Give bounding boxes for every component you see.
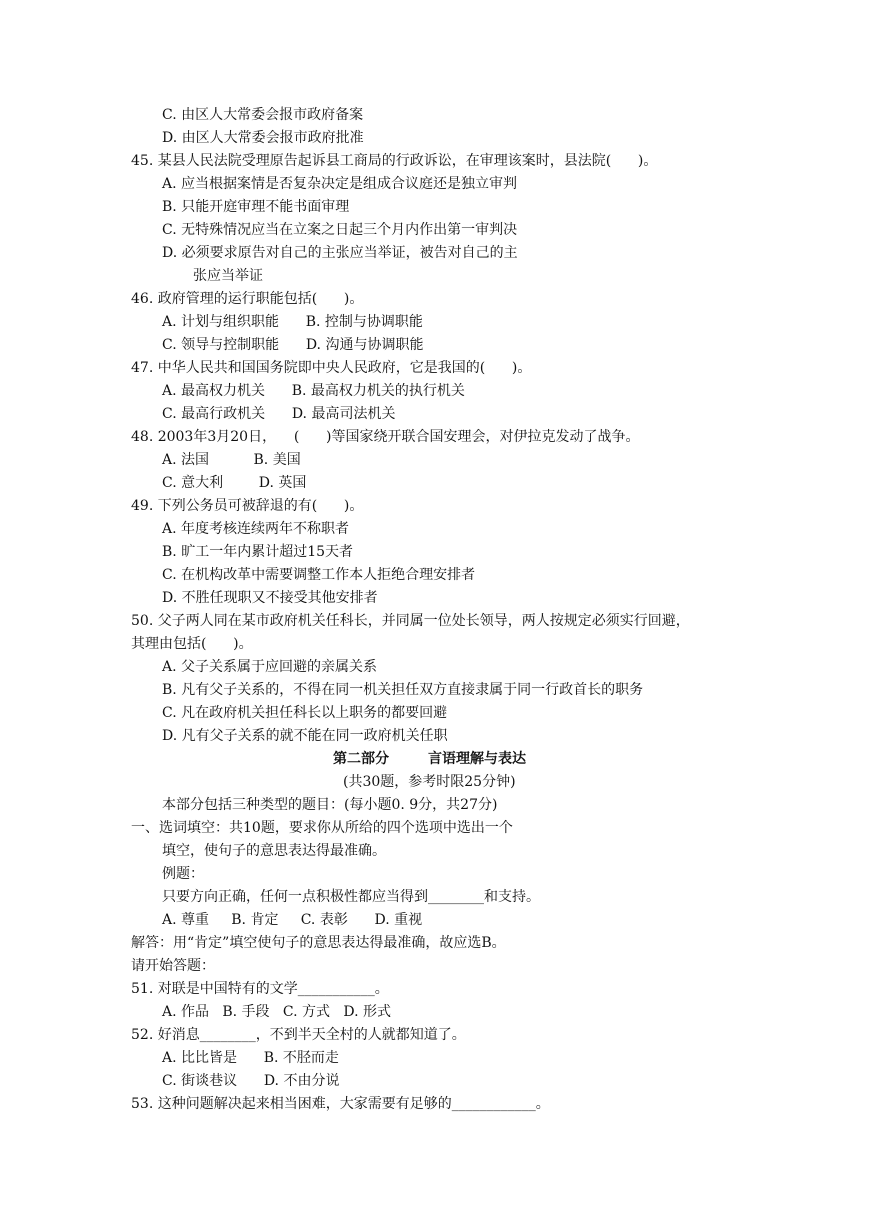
text-line: A. 计划与组织职能 B. 控制与协调职能: [162, 314, 423, 330]
text-line: C. 最高行政机关 D. 最高司法机关: [162, 406, 396, 422]
section-subheading: (共30题，参考时限25分钟): [343, 774, 516, 790]
text-line: D. 凡有父子关系的就不能在同一政府机关任职: [162, 728, 448, 744]
question-51: 51. 对联是中国特有的文学___________。: [131, 981, 389, 997]
text-line: D. 不胜任现职又不接受其他安排者: [162, 590, 378, 606]
question-53: 53. 这种问题解决起来相当困难，大家需要有足够的____________。: [131, 1096, 550, 1112]
question-52: 52. 好消息________，不到半天全村的人就都知道了。: [131, 1027, 466, 1043]
section-heading: 第二部分 言语理解与表达: [333, 751, 526, 767]
text-line: A. 作品 B. 手段 C. 方式 D. 形式: [162, 1004, 391, 1020]
text-line: 填空，使句子的意思表达得最准确。: [162, 843, 386, 859]
text-line: C. 由区人大常委会报市政府备案: [162, 107, 364, 123]
text-line: A. 法国 B. 美国: [162, 452, 301, 468]
text-line: D. 由区人大常委会报市政府批准: [162, 130, 364, 146]
question-47: 47. 中华人民共和国国务院即中央人民政府，它是我国的( )。: [131, 360, 532, 376]
text-line: A. 年度考核连续两年不称职者: [162, 521, 350, 537]
text-line: 一、选词填空：共10题，要求你从所给的四个选项中选出一个: [131, 820, 513, 836]
text-line: C. 无特殊情况应当在立案之日起三个月内作出第一审判决: [162, 222, 518, 238]
question-50: 50. 父子两人同在某市政府机关任科长，并同属一位处长领导，两人按规定必须实行回避，: [131, 613, 690, 629]
text-line: B. 旷工一年内累计超过15天者: [162, 544, 354, 560]
text-line: 请开始答题：: [131, 958, 215, 974]
text-line: 解答：用“肯定”填空使句子的意思表达得最准确，故应选B。: [131, 935, 506, 951]
question-46: 46. 政府管理的运行职能包括( )。: [131, 291, 364, 307]
text-line: C. 街谈巷议 D. 不由分说: [162, 1073, 340, 1089]
text-line: C. 领导与控制职能 D. 沟通与协调职能: [162, 337, 424, 353]
question-45: 45. 某县人民法院受理原告起诉县工商局的行政诉讼，在审理该案时，县法院( )。: [131, 153, 658, 169]
text-line: C. 意大利 D. 英国: [162, 475, 307, 491]
text-line: A. 比比皆是 B. 不胫而走: [162, 1050, 339, 1066]
text-line: 其理由包括( )。: [131, 636, 253, 652]
question-48: 48. 2003年3月20日， ( )等国家绕开联合国安理会，对伊拉克发动了战争。: [131, 429, 640, 445]
text-line: A. 应当根据案情是否复杂决定是组成合议庭还是独立审判: [162, 176, 518, 192]
text-line: 本部分包括三种类型的题目：(每小题0. 9分，共27分): [162, 797, 498, 813]
text-line: 例题：: [162, 866, 204, 882]
text-line: 只要方向正确，任何一点积极性都应当得到________和支持。: [162, 889, 540, 905]
text-line: 张应当举证: [193, 268, 263, 284]
text-line: A. 最高权力机关 B. 最高权力机关的执行机关: [162, 383, 465, 399]
question-49: 49. 下列公务员可被辞退的有( )。: [131, 498, 364, 514]
text-line: A. 父子关系属于应回避的亲属关系: [162, 659, 378, 675]
text-line: B. 只能开庭审理不能书面审理: [162, 199, 350, 215]
text-line: B. 凡有父子关系的，不得在同一机关担任双方直接隶属于同一行政首长的职务: [162, 682, 644, 698]
text-line: C. 凡在政府机关担任科长以上职务的都要回避: [162, 705, 448, 721]
text-line: A. 尊重 B. 肯定 C. 表彰 D. 重视: [162, 912, 423, 928]
text-line: C. 在机构改革中需要调整工作本人拒绝合理安排者: [162, 567, 476, 583]
text-line: D. 必须要求原告对自己的主张应当举证，被告对自己的主: [162, 245, 518, 261]
